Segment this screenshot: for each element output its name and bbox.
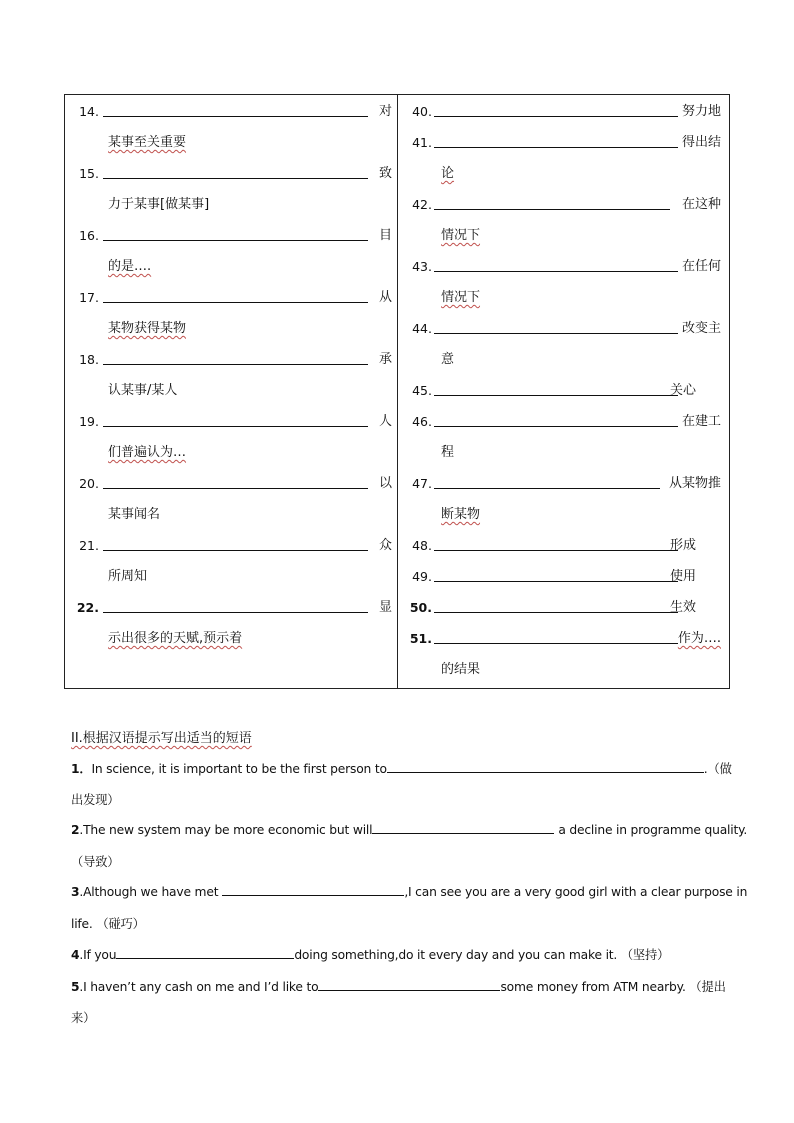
right-item-44	[398, 319, 721, 339]
item-number: 47.	[412, 476, 432, 491]
right-item-43-cont: 情况下	[441, 290, 481, 305]
vocabulary-table	[64, 94, 730, 689]
answer-blank[interactable]	[103, 302, 368, 303]
item-number: 48.	[412, 538, 432, 553]
right-item-49	[398, 567, 721, 587]
item-number: 50.	[409, 600, 432, 615]
left-item-14-cont: 某事至关重要	[108, 135, 187, 150]
item-number: 15.	[79, 166, 99, 181]
answer-blank[interactable]	[434, 209, 670, 210]
answer-blank[interactable]	[103, 426, 368, 427]
left-item-22	[65, 598, 392, 618]
item-hint: 目	[378, 228, 392, 243]
item-hint: 努力地	[681, 104, 721, 119]
left-item-16	[65, 226, 392, 246]
question-5: 5.I haven’t any cash on me and I’d like to some money from ATM nearby. （提出	[71, 980, 726, 994]
answer-blank[interactable]	[434, 550, 678, 551]
answer-blank[interactable]	[434, 333, 678, 334]
right-item-43	[398, 257, 721, 277]
left-item-16-cont: 的是….	[108, 259, 152, 274]
left-item-19	[65, 412, 392, 432]
item-number: 45.	[412, 383, 432, 398]
item-hint: 在这种	[681, 197, 721, 212]
question-2: 2.The new system may be more economic but will a decline in programme quality.	[71, 823, 748, 837]
answer-blank[interactable]	[387, 760, 704, 773]
answer-blank[interactable]	[434, 116, 678, 117]
item-hint: 使用	[669, 569, 696, 584]
item-hint: 在建工	[681, 414, 721, 429]
item-number: 44.	[412, 321, 432, 336]
right-item-47	[398, 474, 721, 494]
right-item-47-cont: 断某物	[441, 507, 481, 522]
answer-blank[interactable]	[318, 978, 500, 991]
answer-blank[interactable]	[434, 581, 678, 582]
left-item-20	[65, 474, 392, 494]
right-item-51	[398, 629, 721, 649]
item-number: 18.	[79, 352, 99, 367]
answer-blank[interactable]	[372, 821, 554, 834]
item-hint: 众	[378, 538, 392, 553]
right-item-46-cont: 程	[441, 445, 455, 460]
answer-blank[interactable]	[103, 612, 368, 613]
left-item-20-cont: 某事闻名	[108, 507, 161, 522]
item-number: 19.	[79, 414, 99, 429]
left-item-14	[65, 102, 392, 122]
item-number: 43.	[412, 259, 432, 274]
right-item-46	[398, 412, 721, 432]
answer-blank[interactable]	[222, 883, 404, 896]
item-hint: 人	[378, 414, 392, 429]
question-2-cont: （导致）	[71, 855, 120, 869]
item-number: 49.	[412, 569, 432, 584]
item-hint: 从某物推	[668, 476, 721, 491]
left-item-22-cont: 示出很多的天赋,预示着	[108, 631, 243, 646]
answer-blank[interactable]	[434, 426, 678, 427]
section-heading: II.根据汉语提示写出适当的短语	[71, 731, 252, 746]
left-item-19-cont: 们普遍认为…	[108, 445, 187, 460]
item-number: 16.	[79, 228, 99, 243]
answer-blank[interactable]	[434, 643, 678, 644]
answer-blank[interactable]	[434, 271, 678, 272]
left-item-15-cont: 力于某事[做某事]	[108, 197, 210, 212]
right-item-50	[398, 598, 721, 618]
right-item-41	[398, 133, 721, 153]
item-hint: 关心	[669, 383, 696, 398]
item-hint: 得出结	[681, 135, 721, 150]
left-item-21	[65, 536, 392, 556]
left-item-18	[65, 350, 392, 370]
answer-blank[interactable]	[434, 395, 678, 396]
item-hint: 显	[378, 600, 392, 615]
item-number: 21.	[79, 538, 99, 553]
item-number: 42.	[412, 197, 432, 212]
item-hint: 从	[378, 290, 392, 305]
item-hint: 承	[378, 352, 392, 367]
item-number: 14.	[79, 104, 99, 119]
question-1-cont: 出发现）	[71, 793, 120, 807]
left-item-15	[65, 164, 392, 184]
left-item-21-cont: 所周知	[108, 569, 148, 584]
answer-blank[interactable]	[103, 550, 368, 551]
left-item-18-cont: 认某事/某人	[108, 383, 178, 398]
answer-blank[interactable]	[434, 488, 660, 489]
answer-blank[interactable]	[103, 240, 368, 241]
right-item-44-cont: 意	[441, 352, 455, 367]
answer-blank[interactable]	[434, 612, 678, 613]
question-3: 3.Although we have met ,I can see you are a very good girl with a clear purpose in	[71, 885, 748, 899]
item-hint: 形成	[669, 538, 696, 553]
right-item-41-cont: 论	[441, 166, 455, 181]
right-item-48	[398, 536, 721, 556]
item-number: 22.	[76, 600, 99, 615]
left-item-17	[65, 288, 392, 308]
item-number: 46.	[412, 414, 432, 429]
item-number: 40.	[412, 104, 432, 119]
question-5-cont: 来）	[71, 1011, 96, 1025]
right-item-42-cont: 情况下	[441, 228, 481, 243]
item-hint: 对	[378, 104, 392, 119]
answer-blank[interactable]	[103, 364, 368, 365]
question-3-cont: life. （碰巧）	[71, 917, 145, 931]
answer-blank[interactable]	[103, 178, 368, 179]
answer-blank[interactable]	[103, 116, 368, 117]
question-1: 1．In science, it is important to be the first person to .（做	[71, 762, 732, 776]
item-number: 20.	[79, 476, 99, 491]
answer-blank[interactable]	[116, 946, 294, 959]
item-hint: 生效	[669, 600, 696, 615]
question-4: 4.If you doing something,do it every day and you can make it. （坚持）	[71, 948, 670, 962]
left-item-17-cont: 某物获得某物	[108, 321, 187, 336]
right-item-45	[398, 381, 721, 401]
item-number: 51.	[409, 631, 432, 646]
right-item-51-cont: 的结果	[441, 662, 481, 677]
right-item-40	[398, 102, 721, 122]
item-hint: 改变主	[681, 321, 721, 336]
answer-blank[interactable]	[434, 147, 678, 148]
item-number: 41.	[412, 135, 432, 150]
answer-blank[interactable]	[103, 488, 368, 489]
item-hint: 以	[378, 476, 392, 491]
item-number: 17.	[79, 290, 99, 305]
item-hint: 致	[378, 166, 392, 181]
item-hint: 在任何	[681, 259, 721, 274]
item-hint: 作为….	[677, 631, 721, 646]
right-item-42	[398, 195, 721, 215]
